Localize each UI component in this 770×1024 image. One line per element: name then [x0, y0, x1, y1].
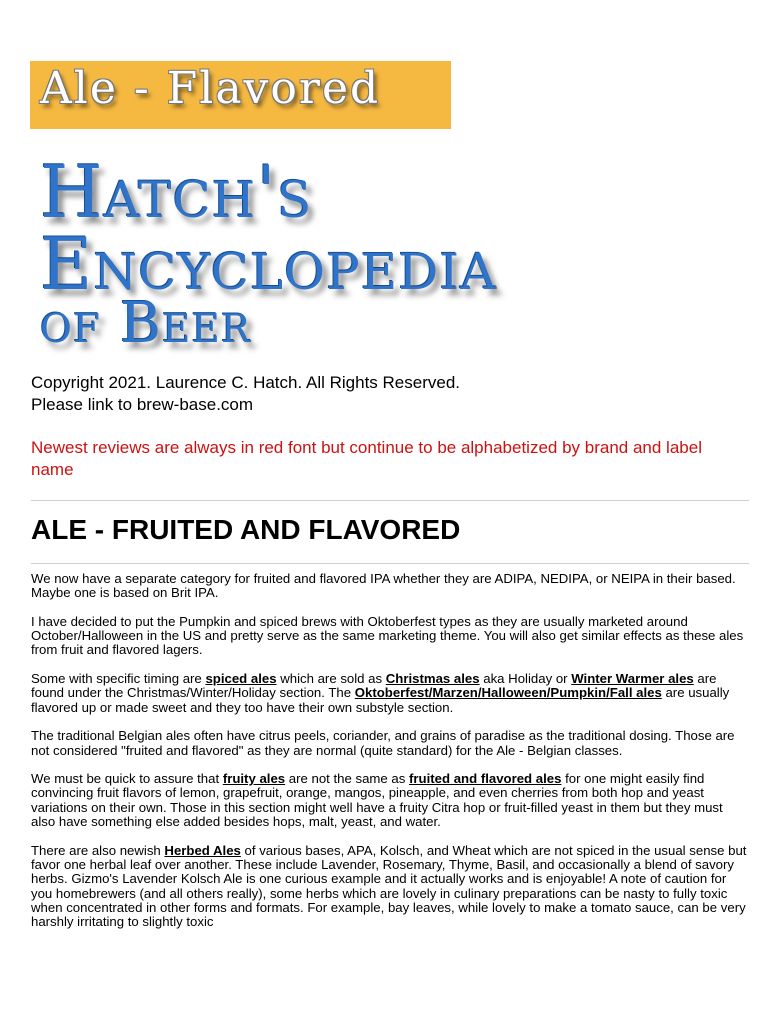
text-span: are not the same as: [285, 771, 410, 787]
text-span: which are sold as: [276, 671, 386, 687]
text-span: There are also newish: [31, 842, 165, 858]
herbed-ales-link[interactable]: Herbed Ales: [164, 842, 241, 858]
christmas-ales-link[interactable]: Christmas ales: [385, 671, 480, 687]
divider-bottom: [31, 563, 749, 564]
text-span: Some with specific timing are: [31, 671, 206, 687]
text-span: aka Holiday or: [479, 671, 572, 687]
paragraph-belgian: The traditional Belgian ales often have citrus peels, coriander, and grains of paradise as the traditional dosing. Those are not considered "fruited and flavored" as they are normal (quite standard) for the Ale - Belgian classes.: [31, 728, 735, 758]
paragraph-pumpkin: I have decided to put the Pumpkin and spiced brews with Oktoberfest types as they are usually marketed around October/Halloween in the US and pretty serve as the same marketing theme. You will also get similar effects as these ales from fruit and flavored lagers.: [31, 613, 744, 658]
logo-line-3: of Beer: [40, 291, 252, 356]
spiced-ales-link[interactable]: spiced ales: [205, 671, 277, 687]
text-span: for one might easily find convincing fruit flavors of lemon, grapefruit, orange, mangos, pineapple, and even cherries from both hop and yeast variations on their own. Those in this section might well have a fruity Citra hop or fruit-filled yeast in them but they must also have something else added besides hops, malt, yeast, and water.: [31, 771, 723, 830]
section-banner: [30, 61, 451, 129]
logo-line-2: Encyclopedia: [40, 222, 498, 306]
oktoberfest-ales-link[interactable]: Oktoberfest/Marzen/Halloween/Pumpkin/Fall ales: [354, 685, 662, 701]
link-request-line: Please link to brew-base.com: [31, 395, 254, 414]
logo-line-1: Hatch's: [40, 150, 313, 234]
paragraph-fruity: [31, 772, 749, 829]
fruity-ales-link[interactable]: fruity ales: [222, 771, 286, 787]
fruited-flavored-ales-link[interactable]: fruited and flavored ales: [409, 771, 562, 787]
red-font-note: Newest reviews are always in red font but continue to be alphabetized by brand and label name: [31, 438, 702, 479]
banner-title: Ale - Flavored: [40, 63, 381, 114]
paragraph-spiced: [31, 672, 749, 715]
copyright-notice: [31, 372, 460, 416]
text-span: are usually flavored up or made sweet and they too have their own substyle section.: [31, 685, 730, 715]
winter-warmer-ales-link[interactable]: Winter Warmer ales: [571, 671, 694, 687]
divider-top: [31, 500, 749, 501]
article-body: [31, 572, 749, 944]
text-span: are found under the Christmas/Winter/Holiday section. The: [31, 671, 717, 701]
paragraph-herbed: [31, 844, 749, 930]
copyright-line: Copyright 2021. Laurence C. Hatch. All Rights Reserved.: [31, 373, 461, 392]
page-title: ALE - FRUITED AND FLAVORED: [31, 514, 461, 545]
text-span: of various bases, APA, Kolsch, and Wheat which are not spiced in the usual sense but favor one herbal leaf over another. These include Lavender, Rosemary, Thyme, Basil, and occasionally a blend of savory herbs. Gizmo's Lavender Kolsch Ale is one curious example and it actually works and is enjoyable! A note of caution for you homebrewers (and all others really), some herbs which are lovely in culinary preparations can be nasty to fully toxic when concentrated in other forms and formats. For example, bay leaves, while lovely to make a tomato sauce, can be very harshly irritating to slightly toxic: [31, 842, 747, 930]
text-span: We must be quick to assure that: [31, 771, 223, 787]
paragraph-ipa: We now have a separate category for fruited and flavored IPA whether they are ADIPA, NEDIPA, or NEIPA in their based. Maybe one is based on Brit IPA.: [31, 571, 736, 601]
